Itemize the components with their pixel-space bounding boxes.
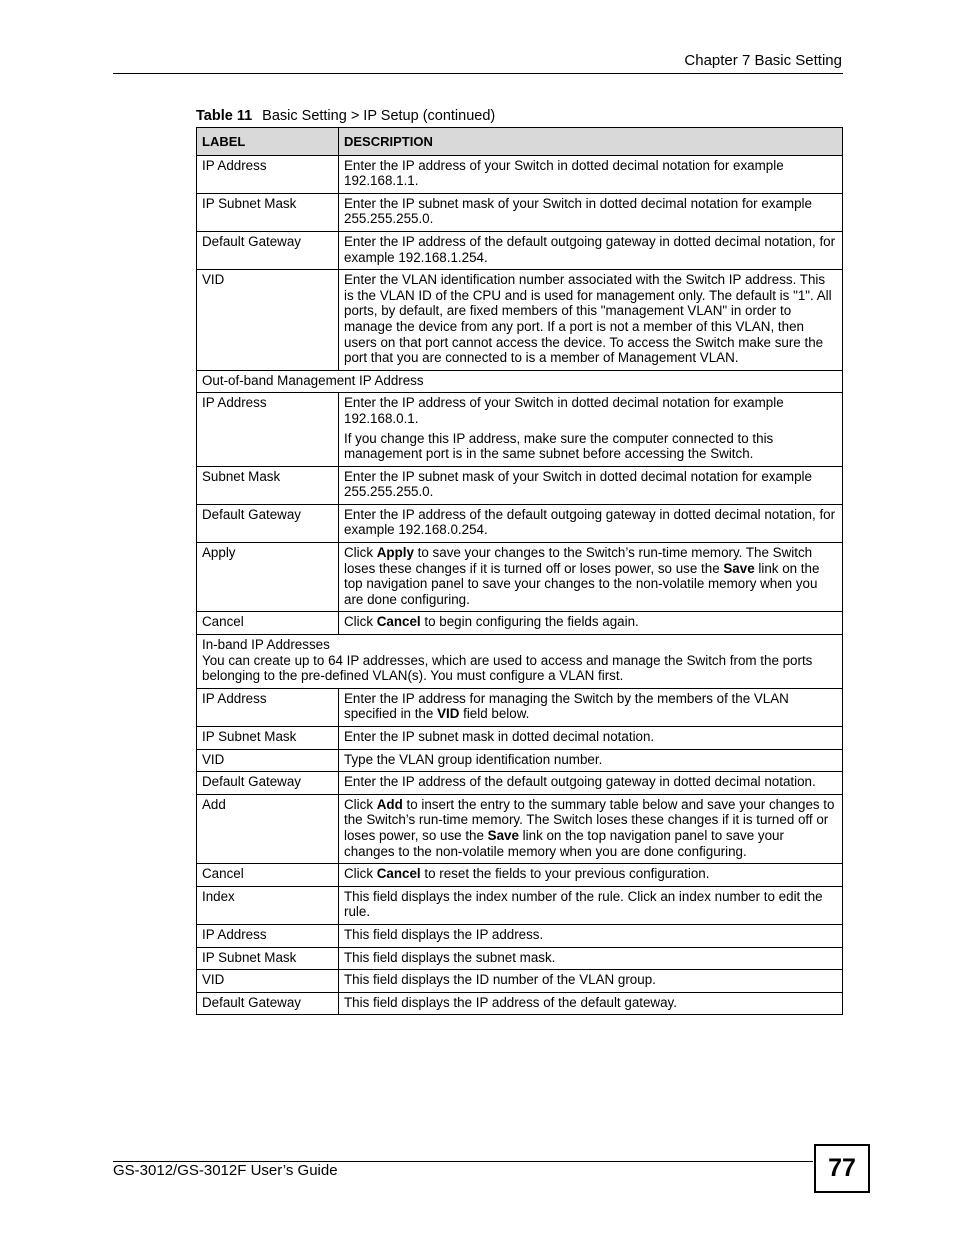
row-description: Enter the IP subnet mask of your Switch in dotted decimal notation for example 255.255.255.0. bbox=[339, 466, 843, 504]
table-row bbox=[197, 886, 843, 924]
row-description: Enter the IP subnet mask in dotted decimal notation. bbox=[339, 727, 843, 750]
table-row bbox=[197, 393, 843, 466]
table-row bbox=[197, 231, 843, 269]
row-label: Cancel bbox=[197, 612, 339, 635]
table-row bbox=[197, 924, 843, 947]
row-description: Enter the IP address of the default outgoing gateway in dotted decimal notation, for example 192.168.0.254. bbox=[339, 504, 843, 542]
row-label: Cancel bbox=[197, 864, 339, 887]
row-description: Enter the IP subnet mask of your Switch in dotted decimal notation for example 255.255.255.0. bbox=[339, 193, 843, 231]
row-label: IP Subnet Mask bbox=[197, 947, 339, 970]
table-row bbox=[197, 992, 843, 1015]
page-number: 77 bbox=[814, 1144, 870, 1193]
row-label: Subnet Mask bbox=[197, 466, 339, 504]
row-description: Click Cancel to reset the fields to your previous configuration. bbox=[339, 864, 843, 887]
section-row bbox=[197, 635, 843, 689]
cancel-term: Cancel bbox=[376, 866, 421, 882]
description-paragraph: Enter the IP address of your Switch in dotted decimal notation for example 192.168.0.1. bbox=[344, 395, 784, 426]
table-row bbox=[197, 504, 843, 542]
table-title: Basic Setting > IP Setup (continued) bbox=[262, 108, 496, 124]
row-label: Default Gateway bbox=[197, 504, 339, 542]
row-description: Enter the IP address of your Switch in dotted decimal notation for example 192.168.1.1. bbox=[339, 155, 843, 193]
table-row bbox=[197, 466, 843, 504]
section-heading: Out-of-band Management IP Address bbox=[197, 370, 843, 393]
row-label: IP Address bbox=[197, 155, 339, 193]
row-description: Enter the IP address for managing the Switch by the members of the VLAN specified in the VID field below. bbox=[339, 688, 843, 726]
table-row bbox=[197, 612, 843, 635]
row-label: VID bbox=[197, 749, 339, 772]
table-row bbox=[197, 772, 843, 795]
table-row bbox=[197, 688, 843, 726]
cancel-term: Cancel bbox=[376, 614, 421, 630]
row-label: VID bbox=[197, 970, 339, 993]
vid-term: VID bbox=[437, 706, 460, 722]
apply-term: Apply bbox=[376, 545, 414, 561]
row-description: Enter the IP address of the default outgoing gateway in dotted decimal notation, for example 192.168.1.254. bbox=[339, 231, 843, 269]
guide-title: GS-3012/GS-3012F User’s Guide bbox=[113, 1162, 338, 1179]
table-row bbox=[197, 543, 843, 612]
row-label: VID bbox=[197, 270, 339, 371]
row-description: Click Cancel to begin configuring the fields again. bbox=[339, 612, 843, 635]
table-header-row bbox=[197, 128, 843, 156]
row-description: Click Apply to save your changes to the Switch’s run-time memory. The Switch loses these changes if it is turned off or loses power, so use the Save link on the top navigation panel to save your changes to the non-volatile memory when you are done configuring. bbox=[339, 543, 843, 612]
label-column-header: LABEL bbox=[197, 128, 339, 156]
table-row bbox=[197, 947, 843, 970]
header-divider bbox=[113, 73, 843, 74]
description-paragraph: If you change this IP address, make sure the computer connected to this management port is in the same subnet before accessing the Switch. bbox=[344, 430, 774, 462]
row-label: Default Gateway bbox=[197, 231, 339, 269]
row-description: This field displays the IP address. bbox=[339, 924, 843, 947]
table-row bbox=[197, 727, 843, 750]
row-label: IP Subnet Mask bbox=[197, 193, 339, 231]
row-label: IP Subnet Mask bbox=[197, 727, 339, 750]
table-row bbox=[197, 193, 843, 231]
row-description: Enter the IP address of the default outgoing gateway in dotted decimal notation. bbox=[339, 772, 843, 795]
row-label: IP Address bbox=[197, 688, 339, 726]
row-label: Apply bbox=[197, 543, 339, 612]
row-description: Click Add to insert the entry to the summary table below and save your changes to the Switch’s run-time memory. The Switch loses these changes if it is turned off or loses power, so use the Save link on the top navigation panel to save your changes to the non-volatile memory when you are done configuring. bbox=[339, 794, 843, 863]
description-column-header: DESCRIPTION bbox=[339, 128, 843, 156]
row-label: Index bbox=[197, 886, 339, 924]
section-cell bbox=[197, 635, 843, 689]
table-number: Table 11 bbox=[196, 108, 253, 124]
row-description: Type the VLAN group identification number. bbox=[339, 749, 843, 772]
chapter-header: Chapter 7 Basic Setting bbox=[684, 52, 842, 69]
section-row bbox=[197, 370, 843, 393]
row-label: Add bbox=[197, 794, 339, 863]
basic-setting-ip-setup-table bbox=[196, 127, 843, 1015]
section-heading: In-band IP Addresses bbox=[202, 637, 330, 653]
row-label: IP Address bbox=[197, 924, 339, 947]
add-term: Add bbox=[376, 796, 403, 812]
row-label: Default Gateway bbox=[197, 992, 339, 1015]
table-row bbox=[197, 794, 843, 863]
save-term: Save bbox=[487, 827, 519, 843]
table-row bbox=[197, 970, 843, 993]
row-description bbox=[339, 393, 843, 466]
row-description: This field displays the ID number of the VLAN group. bbox=[339, 970, 843, 993]
row-label: IP Address bbox=[197, 393, 339, 466]
row-description: This field displays the subnet mask. bbox=[339, 947, 843, 970]
table-row bbox=[197, 864, 843, 887]
table-row bbox=[197, 270, 843, 371]
table-row bbox=[197, 155, 843, 193]
row-label: Default Gateway bbox=[197, 772, 339, 795]
section-description: You can create up to 64 IP addresses, which are used to access and manage the Switch from the ports belonging to the pre-defined VLAN(s). You must configure a VLAN first. bbox=[202, 652, 813, 684]
row-description: This field displays the IP address of the default gateway. bbox=[339, 992, 843, 1015]
row-description: Enter the VLAN identification number associated with the Switch IP address. This is the VLAN ID of the CPU and is used for management only. The default is "1". All ports, by default, are fixed members of this "management VLAN" in order to manage the device from any port. If a port is not a member of this VLAN, then users on that port cannot access the device. To access the Switch make sure the port that you are connected to is a member of Management VLAN. bbox=[339, 270, 843, 371]
save-term: Save bbox=[723, 560, 755, 576]
table-row bbox=[197, 749, 843, 772]
row-description: This field displays the index number of the rule. Click an index number to edit the rule. bbox=[339, 886, 843, 924]
table-caption bbox=[196, 108, 495, 124]
